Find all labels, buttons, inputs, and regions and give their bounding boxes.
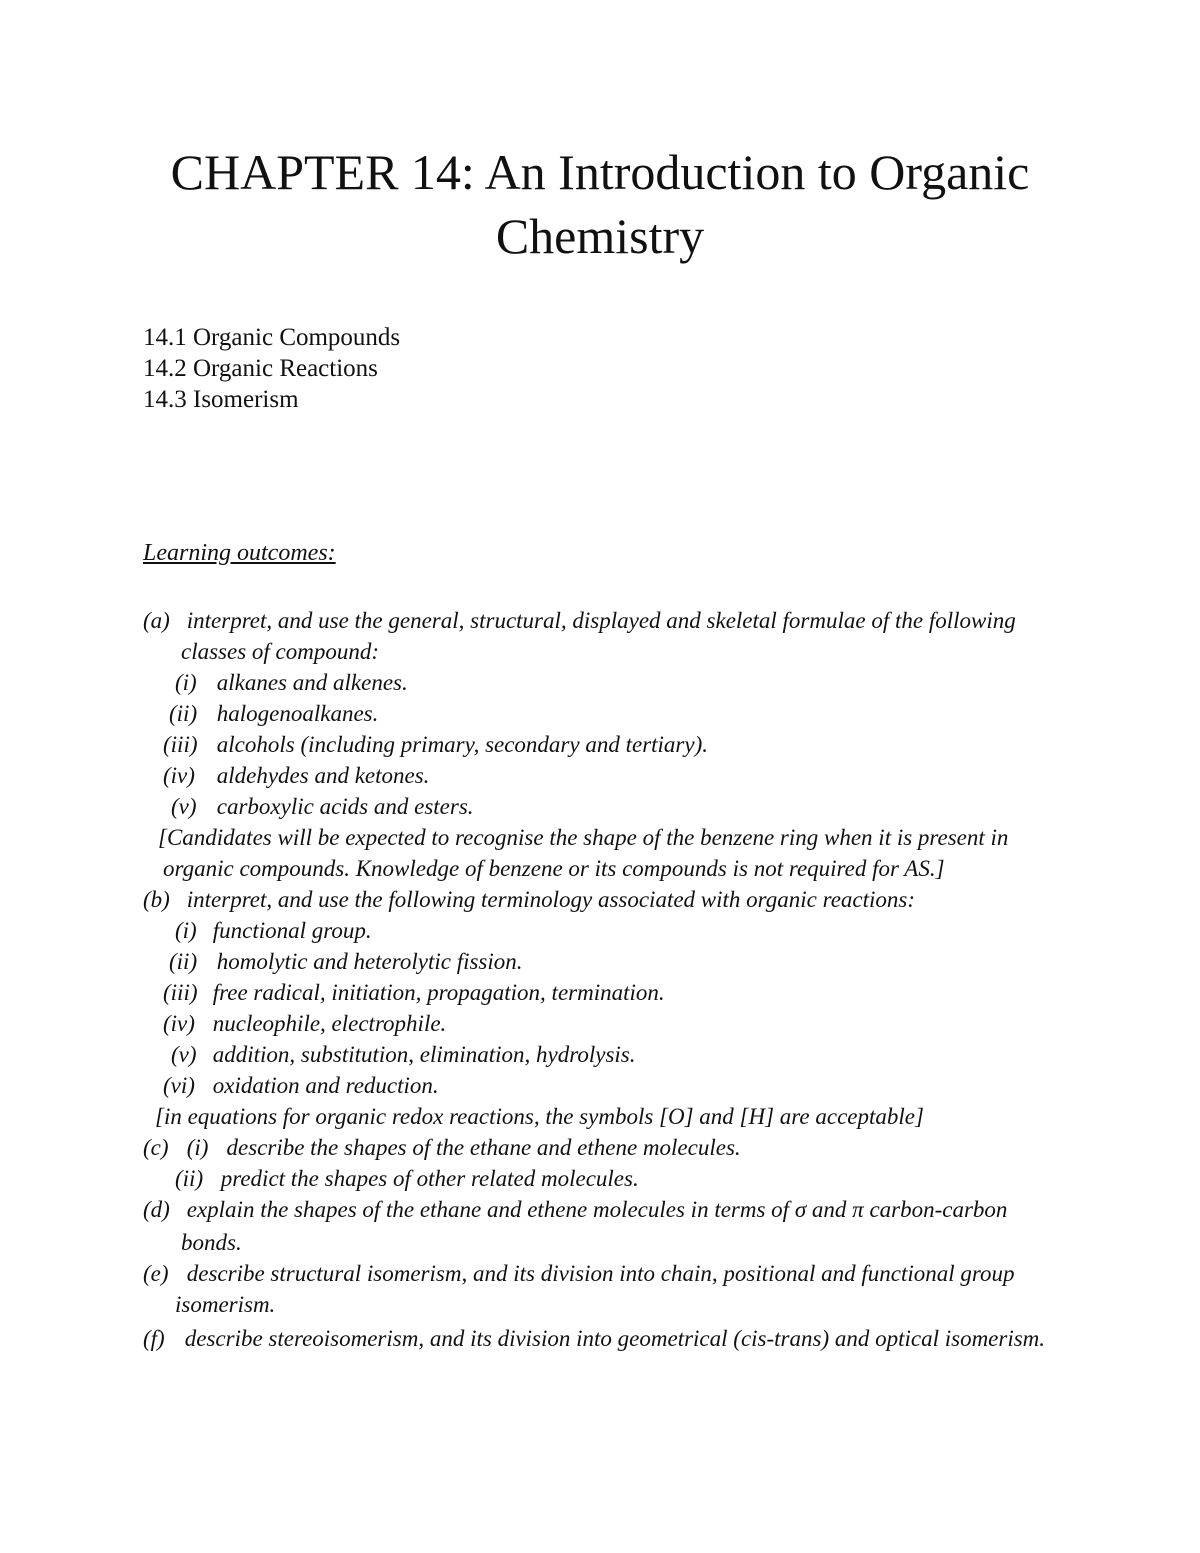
outcome-d [143, 1196, 1007, 1224]
outcome-marker: (f) [143, 1326, 165, 1351]
sub-item-marker: (ii) [169, 701, 198, 726]
outcome-e-continuation: isomerism. [175, 1292, 276, 1317]
sub-item-marker: (iii) [163, 980, 198, 1005]
sub-item-text: free radical, initiation, propagation, termination. [212, 980, 665, 1005]
sub-item [169, 948, 523, 976]
note-line: [in equations for organic redox reactions, the symbols [O] and [H] are acceptable] [155, 1104, 924, 1129]
sub-item-text: functional group. [212, 918, 372, 943]
outcome-a-continuation: classes of compound: [181, 639, 380, 664]
note-line: [Candidates will be expected to recognise the shape of the benzene ring when it is present in [158, 825, 1009, 850]
sub-item-text: describe the shapes of the ethane and ethene molecules. [226, 1135, 741, 1160]
sub-item [171, 793, 474, 821]
outcome-f [143, 1325, 1045, 1353]
outcome-c [143, 1134, 741, 1162]
outcome-e [143, 1260, 1015, 1288]
section-list [143, 322, 400, 415]
sub-item [163, 1072, 439, 1100]
chapter-title-line-1: CHAPTER 14: An Introduction to Organic [170, 144, 1030, 200]
sub-item-text: addition, substitution, elimination, hydrolysis. [212, 1042, 636, 1067]
outcome-marker: (a) [143, 608, 170, 633]
outcome-d-continuation: bonds. [181, 1230, 242, 1255]
sub-item [163, 979, 665, 1007]
sub-item-text: oxidation and reduction. [212, 1073, 439, 1098]
sub-item [175, 917, 372, 945]
outcome-b [143, 886, 915, 914]
sub-item-marker: (i) [175, 670, 197, 695]
section-item: 14.3 Isomerism [143, 386, 299, 413]
learning-outcomes-heading: Learning outcomes: [143, 540, 336, 566]
sub-item-marker: (v) [171, 794, 197, 819]
section-item: 14.1 Organic Compounds [143, 324, 401, 351]
sub-item [175, 669, 408, 697]
outcome-text: describe stereoisomerism, and its division into geometrical (cis-trans) and optical isomerism. [184, 1326, 1046, 1351]
sub-item-text: aldehydes and ketones. [216, 763, 430, 788]
sub-item [163, 731, 708, 759]
sub-item-text: alkanes and alkenes. [216, 670, 408, 695]
outcome-marker: (e) [143, 1261, 169, 1286]
sub-item-text: carboxylic acids and esters. [216, 794, 474, 819]
sub-item-text: nucleophile, electrophile. [212, 1011, 447, 1036]
sub-item-marker: (iii) [163, 732, 198, 757]
sub-item [175, 1165, 639, 1193]
outcome-marker: (b) [143, 887, 170, 912]
note-line: organic compounds. Knowledge of benzene or its compounds is not required for AS.] [163, 856, 945, 881]
chapter-title [100, 140, 1100, 268]
sub-item [163, 762, 429, 790]
outcome-text: interpret, and use the general, structural, displayed and skeletal formulae of the following [186, 608, 1016, 633]
outcome-marker: (c) [143, 1135, 169, 1160]
sub-item-marker: (vi) [163, 1073, 195, 1098]
sub-item-text: predict the shapes of other related molecules. [220, 1166, 639, 1191]
sub-item-marker: (iv) [163, 763, 195, 788]
chapter-title-line-2: Chemistry [495, 208, 705, 264]
sub-item-marker: (ii) [175, 1166, 204, 1191]
sub-item-marker: (i) [186, 1135, 209, 1160]
sub-item-marker: (iv) [163, 1011, 195, 1036]
sub-item-text: alcohols (including primary, secondary and tertiary). [216, 732, 708, 757]
sub-item-marker: (v) [171, 1042, 197, 1067]
sub-item-text: homolytic and heterolytic fission. [216, 949, 523, 974]
sub-item [163, 1010, 446, 1038]
sub-item [169, 700, 378, 728]
outcome-text: interpret, and use the following terminology associated with organic reactions: [186, 887, 916, 912]
sub-item-marker: (i) [175, 918, 197, 943]
outcome-text: describe structural isomerism, and its division into chain, positional and functional group [186, 1261, 1015, 1286]
outcome-a [143, 607, 1016, 635]
sub-item-text: halogenoalkanes. [216, 701, 379, 726]
sub-item-marker: (ii) [169, 949, 198, 974]
outcome-marker: (d) [143, 1197, 170, 1222]
sub-item [171, 1041, 636, 1069]
section-item: 14.2 Organic Reactions [143, 355, 378, 382]
outcome-text: explain the shapes of the ethane and ethene molecules in terms of σ and π carbon-carbon [186, 1197, 1008, 1222]
